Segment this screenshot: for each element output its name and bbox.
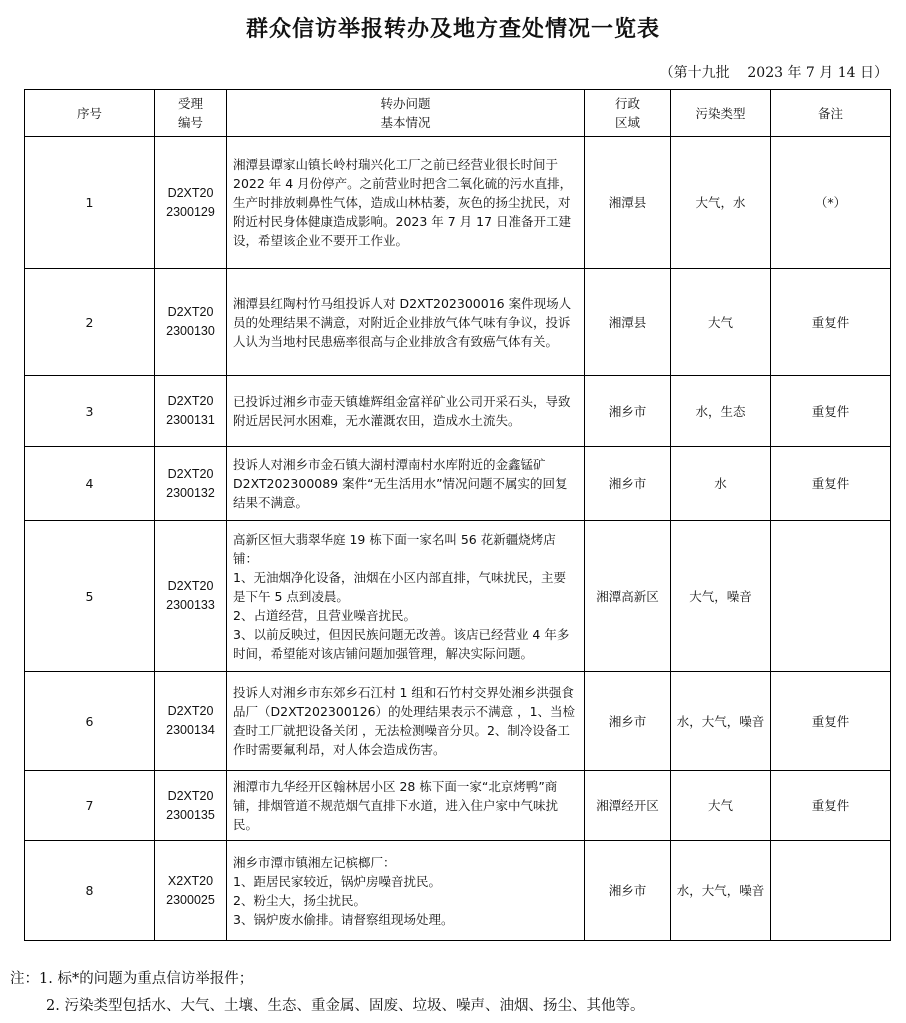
table-row (25, 137, 891, 269)
row-code: D2XT20 2300133 (155, 521, 227, 672)
row-region: 湘乡市 (585, 376, 671, 447)
issue-line: 投诉人对湘乡市东郊乡石江村 1 组和石竹村交界处湘乡洪强食品厂（D2XT202300126）的处理结果表示不满意 ，1、当检查时工厂就把设备关闭 ，无法检测噪音分贝。2、制冷设备工作时需要氟利昂，对人体会造成伤害。 (233, 685, 576, 757)
row-issue (227, 521, 585, 672)
row-issue (227, 269, 585, 376)
row-code: D2XT20 2300131 (155, 376, 227, 447)
row-pollution: 水，生态 (671, 376, 771, 447)
complaint-table (24, 89, 891, 941)
row-remark (771, 521, 891, 672)
issue-line: 湘乡市潭市镇湘左记槟榔厂： (233, 854, 396, 870)
row-pollution: 大气，水 (671, 137, 771, 269)
issue-line: 湘潭县红陶村竹马组投诉人对 D2XT202300016 案件现场人员的处理结果不满意，对附近企业排放气体气味有争议，投诉人认为当地村民患癌率很高与企业排放含有致癌气体有关。 (233, 295, 572, 349)
footnotes (10, 966, 644, 1020)
header-issue: 转办问题 基本情况 (227, 90, 585, 137)
issue-line: 3、锅炉废水偷排。请督察组现场处理。 (233, 911, 454, 927)
issue-line: 高新区恒大翡翠华庭 19 栋下面一家名叫 56 花新疆烧烤店铺： (233, 531, 556, 566)
header-code: 受理 编号 (155, 90, 227, 137)
row-code: D2XT20 2300135 (155, 771, 227, 841)
row-pollution: 大气 (671, 269, 771, 376)
issue-line: 2、粉尘大，扬尘扰民。 (233, 892, 366, 908)
issue-line: 湘潭市九华经开区翰林居小区 28 栋下面一家“北京烤鸭”商铺，排烟管道不规范烟气直排下水道，进入住户家中气味扰民。 (233, 779, 559, 832)
footnote-2: 2. 污染类型包括水、大气、土壤、生态、重金属、固废、垃圾、噪声、油烟、扬尘、其他等。 (46, 998, 645, 1014)
table-row (25, 521, 891, 672)
row-seq: 5 (25, 521, 155, 672)
issue-line: 3、以前反映过，但因民族问题无改善。该店已经营业 4 年多时间，希望能对该店铺问题加强管理，解决实际问题。 (233, 626, 570, 661)
row-region: 湘乡市 (585, 841, 671, 941)
row-seq: 8 (25, 841, 155, 941)
row-issue (227, 841, 585, 941)
row-pollution: 水，大气，噪音 (671, 841, 771, 941)
row-pollution: 水 (671, 447, 771, 521)
header-seq: 序号 (25, 90, 155, 137)
table-header-row (25, 90, 891, 137)
row-code: D2XT20 2300134 (155, 672, 227, 771)
row-remark: 重复件 (771, 447, 891, 521)
issue-line: 湘潭县谭家山镇长岭村瑞兴化工厂之前已经营业很长时间于 2022 年 4 月份停产。之前营业时把含二氧化硫的污水直排，生产时排放刺鼻性气体，造成山林枯萎，灰色的扬尘扰民，对附近村民身体健康造成影响。2023 年 7 月 17 日准备开工建设，希望该企业不要开工作业。 (233, 157, 573, 248)
row-region: 湘潭高新区 (585, 521, 671, 672)
row-seq: 2 (25, 269, 155, 376)
table-row (25, 269, 891, 376)
row-remark: 重复件 (771, 269, 891, 376)
table-row (25, 672, 891, 771)
table-row (25, 376, 891, 447)
table-row (25, 771, 891, 841)
row-remark: 重复件 (771, 672, 891, 771)
row-issue (227, 672, 585, 771)
row-region: 湘乡市 (585, 447, 671, 521)
row-region: 湘潭县 (585, 137, 671, 269)
row-remark (771, 841, 891, 941)
row-remark: （*） (771, 137, 891, 269)
row-seq: 6 (25, 672, 155, 771)
page-title: 群众信访举报转办及地方查处情况一览表 (245, 17, 660, 42)
row-code: D2XT20 2300132 (155, 447, 227, 521)
header-region: 行政 区域 (585, 90, 671, 137)
row-region: 湘潭经开区 (585, 771, 671, 841)
issue-line: 1、无油烟净化设备，油烟在小区内部直排，气味扰民，主要是下午 5 点到凌晨。 (233, 569, 566, 604)
row-issue (227, 376, 585, 447)
table-row (25, 447, 891, 521)
row-seq: 3 (25, 376, 155, 447)
header-pollution: 污染类型 (671, 90, 771, 137)
row-code: D2XT20 2300130 (155, 269, 227, 376)
row-remark: 重复件 (771, 771, 891, 841)
issue-line: 2、占道经营，且营业噪音扰民。 (233, 607, 416, 623)
footnote-1: 注：1. 标*的问题为重点信访举报件； (10, 971, 254, 987)
issue-line: 投诉人对湘乡市金石镇大湖村潭南村水库附近的金鑫锰矿 D2XT202300089 案件“无生活用水”情况问题不属实的回复结果不满意。 (233, 457, 568, 510)
row-region: 湘潭县 (585, 269, 671, 376)
row-pollution: 大气 (671, 771, 771, 841)
row-seq: 7 (25, 771, 155, 841)
issue-line: 已投诉过湘乡市壶天镇雄辉组金富祥矿业公司开采石头，导致附近居民河水困难，无水灌溉农田，造成水土流失。 (233, 394, 571, 428)
row-seq: 4 (25, 447, 155, 521)
row-issue (227, 771, 585, 841)
row-code: X2XT20 2300025 (155, 841, 227, 941)
batch-date: （第十九批 2023 年 7 月 14 日） (659, 65, 888, 81)
header-remark: 备注 (771, 90, 891, 137)
row-pollution: 大气，噪音 (671, 521, 771, 672)
row-issue (227, 137, 585, 269)
row-remark: 重复件 (771, 376, 891, 447)
row-code: D2XT20 2300129 (155, 137, 227, 269)
row-issue (227, 447, 585, 521)
issue-line: 1、距居民家较近，锅炉房噪音扰民。 (233, 873, 441, 889)
row-region: 湘乡市 (585, 672, 671, 771)
row-pollution: 水，大气，噪音 (671, 672, 771, 771)
table-row (25, 841, 891, 941)
row-seq: 1 (25, 137, 155, 269)
